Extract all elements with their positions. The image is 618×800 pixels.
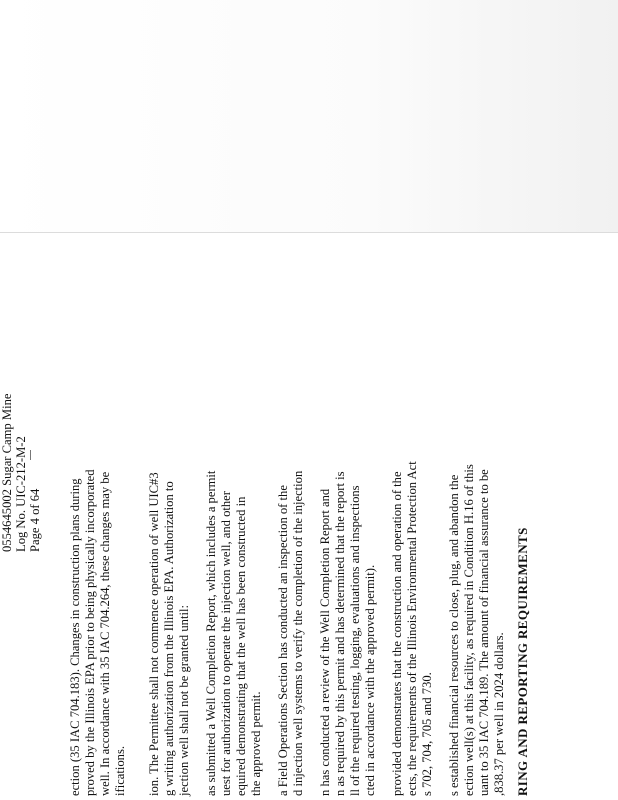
body-line: proved by the Illinois EPA prior to being physically incorporated [83,469,97,796]
body-line: a Field Operations Section has conducted an inspection of the [276,485,290,796]
body-line: n has conducted a review of the Well Completion Report and [318,488,332,796]
body-line: the approved permit. [249,691,263,796]
body-line: ifications. [113,745,127,796]
body-line: s established financial resources to close, plug, and abandon the [447,474,461,796]
body-line: ,838.37 per well in 2024 dollars. [492,632,506,796]
body-line: d injection well systems to verify the completion of the injection [291,470,305,796]
body-line: cted in accordance with the approved permit). [363,564,377,796]
body-line: jection well shall not be granted until: [177,605,191,796]
body-line: s 702, 704, 705 and 730. [420,672,434,796]
body-line: well. In accordance with 35 IAC 704.264, these changes may be [98,471,112,796]
body-line: uest for authorization to operate the injection well, and other [219,491,233,796]
body-line: as submitted a Well Completion Report, which includes a permit [204,470,218,796]
body-line: uant to 35 IAC 704.189. The amount of financial assurance to be [477,469,491,796]
rotated-document-page [0,236,618,796]
body-line: ection (35 IAC 704.183). Changes in construction plans during [68,478,82,796]
header-log-line: Log No. UIC-212-M-2 [14,436,28,552]
body-line: provided demonstrates that the construction and operation of the [390,471,404,796]
header-page-line: Page 4 of 64 [28,488,42,552]
scan-shadow-band [0,0,618,232]
body-line: g writing authorization from the Illinois EPA. Authorization to [162,481,176,796]
header-id-line: 0554645002 Sugar Camp Mine [0,393,14,552]
body-line: equired demonstrating that the well has been constructed in [234,496,248,796]
body-line: ection well(s) at this facility, as required in Condition H.16 of this [462,464,476,796]
body-line: ll of the required testing, logging, evaluations and inspections [348,485,362,796]
section-heading: RING AND REPORTING REQUIREMENTS [515,527,530,796]
body-line: ects, the requirements of the Illinois Environmental Protection Act [405,461,419,796]
body-line: ion. The Permittee shall not commence operation of well UIC#3 [147,472,161,796]
page-edge-line [0,232,618,233]
body-line: n as required by this permit and has determined that the report is [333,471,347,796]
